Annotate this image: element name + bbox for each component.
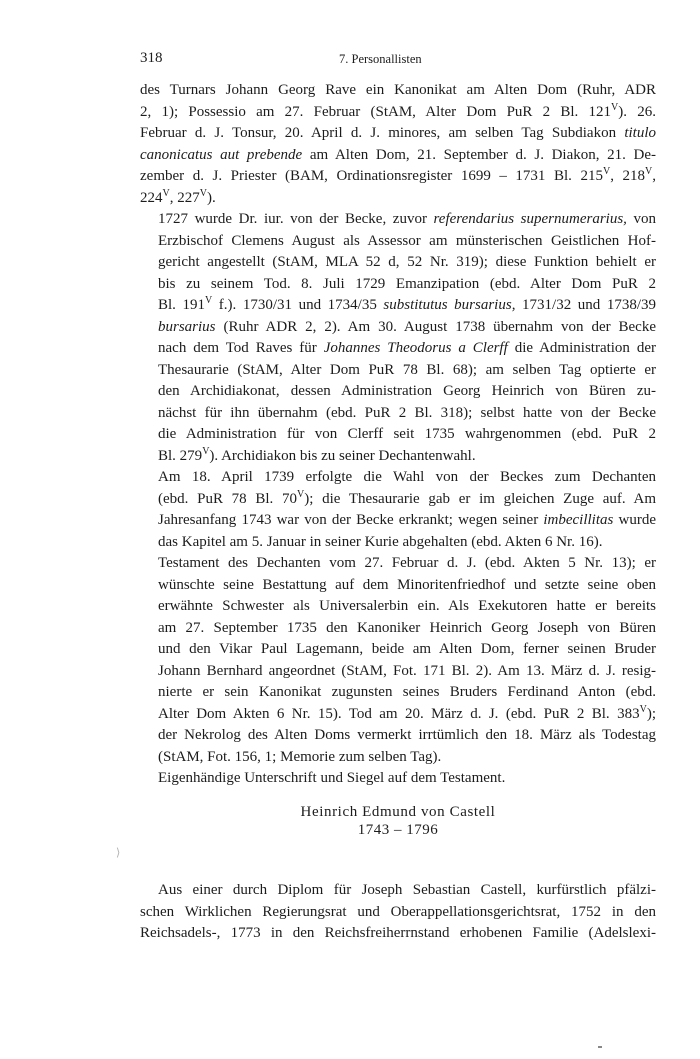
text-line: 2, 1); Possessio am 27. Februar (StAM, Alter Dom PuR 2 Bl. $121^V$). 26. bbox=[140, 101, 657, 120]
text-line: den Archidiakonat, dessen Administration Georg Heinrich von Büren zu- bbox=[158, 383, 656, 399]
text-line: der Nekrolog des Alten Doms vermerkt irrtümlich den 18. März als Todestag bbox=[158, 727, 656, 743]
text-line: nach dem Tod Raves für Johannes Theodorus a Clerff die Administration der bbox=[158, 340, 656, 356]
margin-mark: ⟩ bbox=[116, 847, 121, 859]
paragraph-4 bbox=[140, 553, 656, 768]
text-line: Jahresanfang 1743 war von der Becke erkrankt; wegen seiner imbecillitas wurde bbox=[158, 512, 656, 528]
text-line: bis zu seinem Tod. 8. Juli 1729 Emanzipation (ebd. Alter Dom PuR 2 bbox=[158, 275, 656, 292]
text-line: Bl. $191^V$ f.). 1730/31 und 1734/35 substitutus bursarius, 1731/32 und 1738/39 bbox=[158, 295, 656, 313]
running-head: 7. Personallisten bbox=[339, 52, 422, 66]
text-line: schen Wirklichen Regierungsrat und Oberappellationsgerichtsrat, 1752 in den bbox=[140, 903, 656, 920]
text-line: 1727 wurde Dr. iur. von der Becke, zuvor referendarius supernumerarius, von bbox=[158, 211, 657, 227]
text-line: Alter Dom Akten 6 Nr. 15). Tod am 20. März d. J. (ebd. PuR 2 Bl. $383^V$); bbox=[158, 703, 656, 722]
text-line: das Kapitel am 5. Januar in seiner Kurie abgehalten (ebd. Akten 6 Nr. 16). bbox=[158, 533, 603, 550]
text-line: Erzbischof Clemens August als Assessor am münsterischen Geistlichen Hof- bbox=[158, 232, 656, 249]
text-line: (ebd. PuR 78 Bl. $70^V$); die Thesaurarie gab er im gleichen Zuge auf. Am bbox=[158, 488, 656, 507]
text-line: Am 18. April 1739 erfolgte die Wahl von der Beckes zum Dechanten bbox=[158, 469, 656, 485]
page-number: 318 bbox=[140, 50, 163, 66]
text-line: Eigenhändige Unterschrift und Siegel auf dem Testament. bbox=[158, 770, 506, 786]
text-line: bursarius (Ruhr ADR 2, 2). Am 30. August 1738 übernahm von der Becke bbox=[158, 318, 656, 335]
paragraph-2 bbox=[140, 209, 656, 467]
text-line: $224^V$, $227^V$). bbox=[140, 187, 216, 206]
text-line: Reichsadels-, 1773 in den Reichsfreiherrnstand erhobenen Familie (Adelslexi- bbox=[140, 925, 656, 941]
section-heading: Heinrich Edmund von Castell bbox=[300, 804, 496, 820]
text-line: gericht angestellt (StAM, MLA 52 d, 52 Nr. 319); diese Funktion behielt er bbox=[158, 254, 656, 270]
text-line: nierte er sein Kanonikat zugunsten seines Bruders Ferdinand Anton (ebd. bbox=[158, 684, 656, 700]
text-line: Aus einer durch Diplom für Joseph Sebastian Castell, kurfürstlich pfälzi- bbox=[158, 882, 656, 898]
text-line: Bl. $279^V$). Archidiakon bis zu seiner Dechantenwahl. bbox=[158, 445, 476, 464]
text-line: Testament des Dechanten vom 27. Februar d. J. (ebd. Akten 5 Nr. 13); er bbox=[158, 555, 656, 571]
text-line: canonicatus aut prebende am Alten Dom, 21. September d. J. Diakon, 21. De- bbox=[140, 146, 656, 163]
text-line: zember d. J. Priester (BAM, Ordinationsregister 1699 – 1731 Bl. $215^V$, $218^V$, bbox=[140, 166, 656, 184]
text-line: wünschte seine Bestattung auf dem Minoritenfriedhof und setzte seine oben bbox=[158, 576, 656, 593]
paragraph-5 bbox=[140, 768, 656, 790]
text-line: Johann Bernhard angeordnet (StAM, Fot. 171 Bl. 2). Am 13. März d. J. resig- bbox=[158, 662, 656, 679]
main-text bbox=[140, 80, 656, 790]
paragraph-3 bbox=[140, 467, 656, 553]
text-line: des Turnars Johann Georg Rave ein Kanonikat am Alten Dom (Ruhr, ADR bbox=[140, 82, 656, 98]
scan-mark bbox=[598, 1046, 602, 1048]
text-line: am 27. September 1735 den Kanoniker Heinrich Georg Joseph von Büren bbox=[158, 619, 656, 636]
text-line: Thesaurarie (StAM, Alter Dom PuR 78 Bl. 68); am selben Tag optierte er bbox=[158, 361, 656, 378]
text-line: nächst für ihn übernahm (ebd. PuR 2 Bl. 318); selbst hatte von der Becke bbox=[158, 404, 656, 421]
text-line: und den Vikar Paul Lagemann, beide am Alten Dom, ferner seinen Bruder bbox=[158, 641, 656, 657]
section-dates: 1743 – 1796 bbox=[357, 822, 439, 838]
text-line: Februar d. J. Tonsur, 20. April d. J. minores, am selben Tag Subdiakon titulo bbox=[140, 125, 657, 141]
text-line: erwähnte Schwester als Universalerbin ein. Als Exekutoren hatte er bereits bbox=[158, 598, 656, 614]
section-text bbox=[140, 880, 656, 945]
text-line: die Administration für von Clerff seit 1735 wahrgenommen (ebd. PuR 2 bbox=[158, 426, 656, 442]
text-line: (StAM, Fot. 156, 1; Memorie zum selben Tag). bbox=[158, 748, 442, 765]
paragraph-1 bbox=[140, 80, 656, 209]
